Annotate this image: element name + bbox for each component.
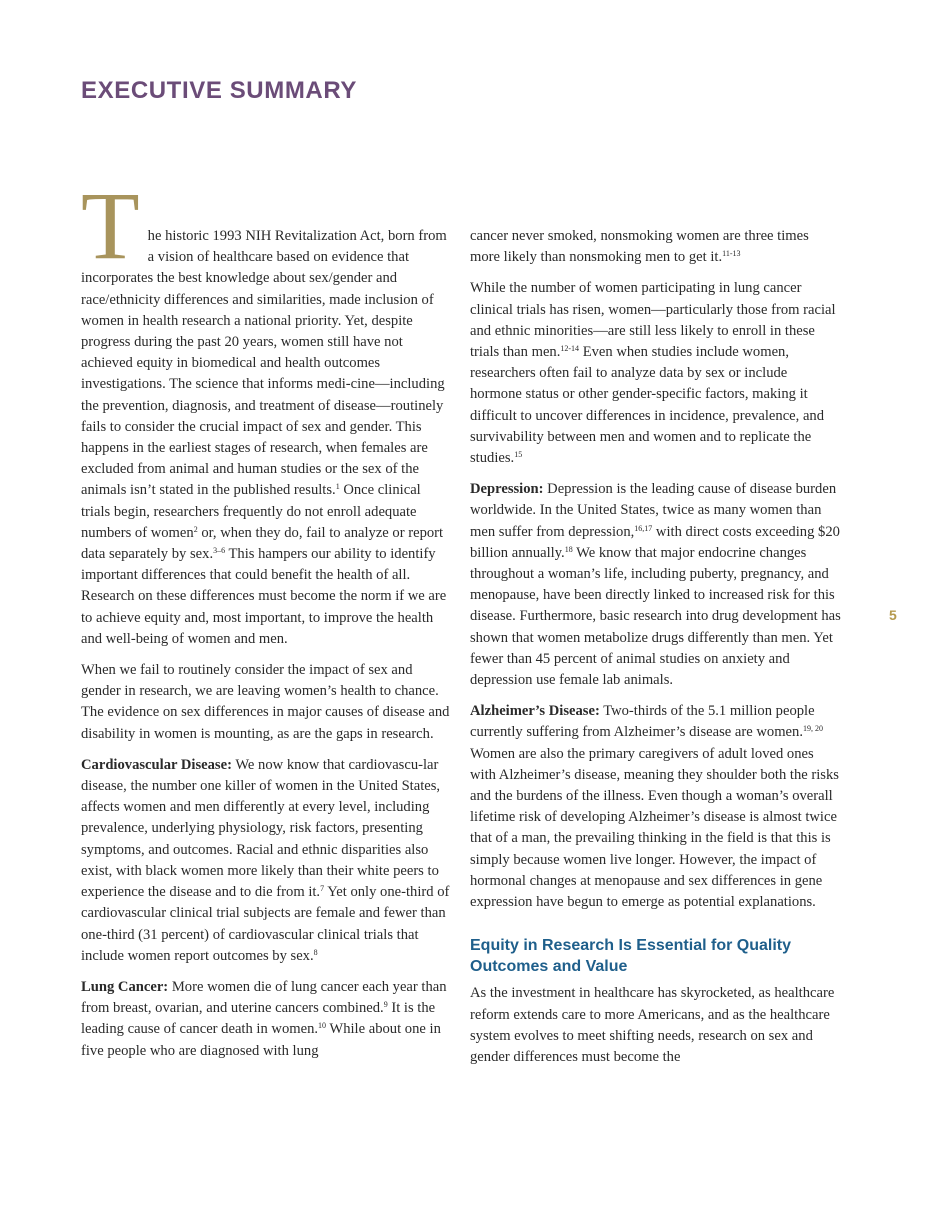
equity-paragraph: As the investment in healthcare has skyrocketed, as healthcare reform extends care to more Americans, and as the healthcare system evolves to meet shifting needs, research on sex and gender differences must become the [470, 985, 835, 1065]
footnote-ref: 16,17 [634, 523, 653, 533]
intro-text: he historic 1993 NIH Revitalization Act, born from a vision of healthcare based on evidence that incorporates the best knowledge about sex/gender and race/ethnicity differences and similarities, made inclusion of women in health research a national priority. Yet, despite progress during the past 20 years, women still have not achieved equity in biomedical and health outcomes investigations. The science that informs medi-cine—including the prevention, diagnosis, and treatment of disease—routinely fails to consider the crucial impact of sex and gender. This happens in the earliest stages of research, when females are excluded from animal and human studies or the sex of the animals isn’t stated in the published results. [81, 228, 447, 499]
page-title: EXECUTIVE SUMMARY [81, 77, 358, 104]
depression-text-2: with direct costs exceeding $20 billion annually. [470, 523, 840, 561]
alzheimers-lead: Alzheimer’s Disease: [470, 703, 600, 720]
alzheimers-paragraph [470, 701, 842, 913]
footnote-ref: 11-13 [722, 249, 741, 259]
trials-text-2: Even when studies include women, researchers often fail to analyze data by sex or include hormone status or other gender-specific factors, making it difficult to uncover differences in incidence, prevalence, and survivability between men and women and to replicate the studies. [470, 344, 825, 467]
lung-cancer-paragraph [81, 977, 453, 1062]
footnote-ref: 12-14 [560, 344, 580, 354]
footnote-ref: 19, 20 [802, 724, 823, 734]
intro-paragraph [81, 172, 453, 650]
clinical-trials-paragraph [470, 278, 842, 469]
footnote-ref: 3–6 [213, 546, 226, 556]
intro-text-3: or, when they do, fail to analyze or report data separately by sex. [81, 524, 444, 563]
lung-cancer-text-3: While about one in five people who are diagnosed with lung [81, 1021, 441, 1059]
alzheimers-text-2: Women are also the primary caregivers of adult loved ones with Alzheimer’s disease, meaning they shoulder both the risks and the burdens of the illness. Even though a woman’s overall lifetime risk of developing Alzheimer’s disease is almost twice that of a man, the prevailing thinking in the field is that this is simply because women live longer. However, the impact of hormonal changes at menopause and sex differences in gene expression have begun to emerge as potential explanations. [470, 745, 839, 911]
footnote-ref: 8 [313, 947, 318, 957]
intro-text-4: This hampers our ability to identify important differences that could benefit the health of all. Research on these differences must become the norm if we are to achieve equity and, most important, to improve the health and well-being of women and men. [81, 546, 447, 647]
section-subheading: Equity in Research Is Essential for Quality Outcomes and Value [470, 937, 791, 976]
lung-cancer-lead: Lung Cancer: [81, 978, 169, 995]
cardiovascular-paragraph [81, 755, 453, 967]
footnote-ref: 10 [318, 1021, 327, 1031]
depression-text-3: We know that major endocrine changes throughout a woman’s life, including puberty, pregnancy, and menopause, have been directly linked to increased risk for this disease. Furthermore, basic research into drug development has shown that women metabolize drugs differently than men. Yet fewer than 45 percent of animal studies on anxiety and depression use female lab animals. [470, 544, 841, 689]
lung-cancer-text: More women die of lung cancer each year than from breast, ovarian, and uterine cancers combined. [81, 978, 447, 1017]
lung-cancer-text-2: It is the leading cause of cancer death in women. [81, 1000, 436, 1038]
depression-text: Depression is the leading cause of disease burden worldwide. In the United States, twice as many women than men suffer from depression, [470, 481, 837, 540]
cardiovascular-text-2: Yet only one-third of cardiovascular clinical trial subjects are female and fewer than one-third (31 percent) of cardiovascular clinical trials that include women report outcomes by sex. [81, 884, 450, 964]
lung-continued-text: cancer never smoked, nonsmoking women are three times more likely than nonsmoking men to get it. [470, 228, 809, 266]
footnote-ref: 1 [335, 482, 340, 492]
left-column [81, 172, 453, 1072]
alzheimers-text: Two-thirds of the 5.1 million people currently suffering from Alzheimer’s disease are women. [470, 703, 815, 741]
intro-text-2: Once clinical trials begin, researchers frequently do not enroll adequate numbers of women [81, 482, 421, 541]
footnote-ref: 7 [320, 884, 325, 894]
cardiovascular-text: We now know that cardiovascu-lar disease, the number one killer of women in the United States, affects women and men differently at every level, including prevalence, underlying physiology, risk factors, presenting symptoms, and outcomes. Racial and ethnic disparities also exist, with black women more likely than their white peers to experience the disease and to die from it. [81, 756, 441, 901]
footnote-ref: 15 [514, 450, 523, 460]
right-column [470, 226, 842, 1078]
body-paragraph: When we fail to routinely consider the impact of sex and gender in research, we are leaving women’s health to chance. The evidence on sex differences in major causes of disease and disability in women is mounting, as are the gaps in research. [81, 662, 450, 742]
page-number: 5 [889, 607, 897, 623]
footnote-ref: 9 [383, 1000, 388, 1010]
lung-cancer-continued [470, 226, 842, 268]
cardiovascular-lead: Cardiovascular Disease: [81, 756, 232, 773]
drop-cap: T [81, 172, 140, 279]
footnote-ref: 2 [193, 524, 198, 534]
depression-paragraph [470, 479, 842, 691]
trials-text: While the number of women participating in lung cancer clinical trials has risen, women—particularly those from racial and ethnic minorities—are still less likely to enroll in these trials than men. [470, 280, 836, 361]
footnote-ref: 18 [564, 544, 573, 554]
depression-lead: Depression: [470, 481, 544, 498]
